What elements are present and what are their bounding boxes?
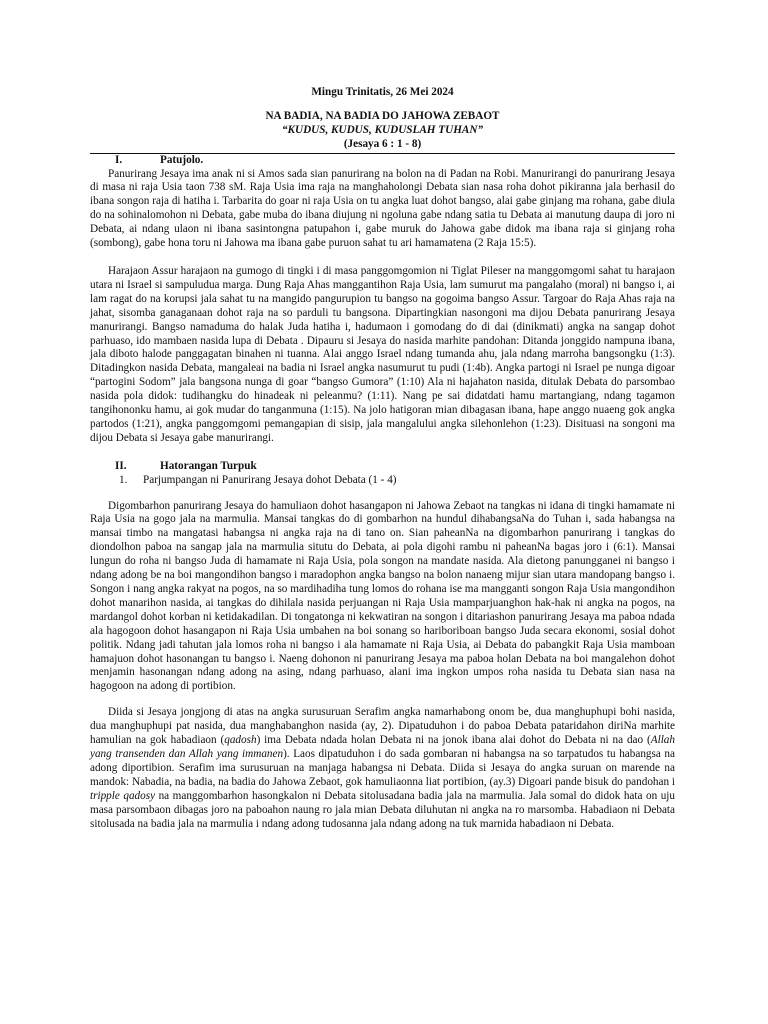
text-run: Diida si Jesaya jongjong di atas na angka surusuruan Serafim angka namarhabong onom be, dua manghuphupi bohi nasida, dua manghuphupi pat nasida, dua manghabanghon nasida (ay, 2). Dipatuduhon i do paboa Debata pataridahon diriNa marhite hamulian na gok habadiaon (	[90, 706, 675, 747]
text-run: na manggombarhon hasongkalon ni Debata sitolusadana badia jala na marmulia. Jala somal do didok hata on uju masa parsombaon dibagas joro na paboahon naung ro jala mian Debata diluhutan ni angka na ro marsomba. Habadiaon ni Debata sitolusada na badia jala na marmulia i ndang adong tudosanna jala ndang adong na tuk marnida habadiaon ni Debata.	[90, 789, 675, 830]
section-2-subitem	[90, 474, 675, 488]
section-1-paragraph-2: Harajaon Assur harajaon na gumogo di tingki i di masa panggomgomion ni Tiglat Pileser na manggomgomi sahat tu harajaon utara ni Israel si sampuludua marga. Dung Raja Ahas manggantihon Raja Usia, lam sumurut ma pangalaho (moral) ni bangso i, ai lam ragat do na korupsi jala sahat tu na mangido pangurupion tu bangso na gogoima bangso Assur. Targoar do Raja Ahas raja na jahat, sisomba ganaganaan dohot raja na so parduli tu bangsona. Dipartingkian nasongoni ma dijou Debata panurirang Jesaya manurirangi. Bangso namaduma do halak Juda hatiha i, hadumaon i gomodang do di dai (dinikmati) angka na sangap dohot parhuaso, ido mambaen nasida lupa di Debata . Dipauru si Jesaya do nasida marhite pandohan: Ditanda jonggido nampuna ibana, jala diboto halode panggagatan binahen ni tuanna. Alai anggo Israel ndang tumanda ahu, jala ndang marroha bangsongku (1:3). Ditadingkon nasida Debata, mangaleai na badia ni Israel angka nasumurut tu pudi (1:4b). Angka partogi ni Israel pe nunga digoar “partogini Sodom” jala bangsona nunga di goar “bangso Gumora” (1:10) Ala ni hajahaton nasida, ditulak Debata do parsombao nasida pola didok: tudihangku do hinadeak ni peleanmu? (1:11). Nang pe sai didatdati hamu martangiang, ndang tagamon tangihononku hamu, ai gok mudar do tanganmuna (1:15). Na jolo hatigoran mian dibagasan ibana, hape anggo nuaeng gok angka partodos (1:21), angka panggomgomi pemangapian di sisip, jala mangalului angka silehonlehon (1:23). Disituasi na songoni ma dijou Debata si Jesaya gabe manurirangi.	[90, 264, 675, 444]
sermon-title: NA BADIA, NA BADIA DO JAHOWA ZEBAOT	[265, 109, 500, 122]
text-run: ). Laos dipatuduhon i do sada gombaran ni habangsa na so tarpatudos tu habangsa na adong diportibion. Serafim ima surusuruan na manjaga habangsa ni Debata. Diida si Jesaya do angka suruan on marende na mandok: Nabadia, na badia, na badia do Jahowa Zebaot, gok hamuliaonna liat portibion, (ay.3) Digoari pande bisuk do pandohan i	[90, 747, 675, 788]
text-run: ) ima Debata ndada holan Debata ni na jonok ibana alai dohot do Debata ni na dao (	[256, 734, 651, 747]
subitem-title: Parjumpangan ni Panurirang Jesaya dohot Debata (1 - 4)	[143, 473, 397, 486]
section-2-paragraph-2	[90, 706, 675, 831]
section-2-number: II.	[115, 459, 127, 472]
term-tripple-qadosy: tripple qadosy	[90, 789, 156, 802]
subitem-number: 1.	[119, 473, 128, 486]
section-1-number: I.	[115, 153, 123, 166]
sermon-date: Mingu Trinitatis, 26 Mei 2024	[311, 86, 454, 98]
scripture-reference: (Jesaya 6 : 1 - 8)	[343, 137, 422, 150]
section-1-paragraph-1: Panurirang Jesaya ima anak ni si Amos sada sian panurirang na bolon na di Padan na Robi. Manurirangi do panurirang Jesaya di masa ni raja Usia taon 738 sM. Raja Usia ima raja na manghaholongi Debata sian nasa roha dohot pikiranna jala berhasil do ibana songon raja di hatiha i. Tarbarita do goar ni raja Usia on tu angka luat dohot bangso, alai gabe ginjang ma rohana, gabe diula do na sohinalomohon ni Debata, gabe muba do ibana diujung ni ngoluna gabe ndang satia tu Debata ai manutung daupa di joro ni Debata, ai ndang ulaon ni ibana sasintongna patupahon i, gabe muruk do Jahowa gabe didok ma ibana raja si ginjang roha (sombong), gabe hona toru ni Jahowa ma ibana gabe puruon sahat tu ari hamamatena (2 Raja 15:5).	[90, 167, 675, 250]
section-2-paragraph-1: Digombarhon panurirang Jesaya do hamuliaon dohot hasangapon ni Jahowa Zebaot na tangkas ni idana di tingki hamamate ni Raja Usia na gogo jala na marmulia. Mansai tangkas do di gombarhon na hundul dihabangsaNa do Tuhan i, sada habangsa na mansai timbo na mangatasi habangsa ni angka raja na di tano on. Sian paheanNa na digombarhon panurirang i tangkas do diondolhon paboa na sangap jala na marmulia situtu do Debata, ai pola digohi rambu ni paheanNa bagas joro i (6:1). Mansai lungun do roha ni bangso Juda di hamamate ni Raja Usia, pola songon na mandate nasida. Ala dietong panungganei ni bangso i ndang adong be na boi mangondihon bangso i maradophon angka bangso na bolon nanaeng mijur sian utara mandopang bangso i. Songon i nang angka rakyat na pogos, na so mardihadiha tung lomos do rohana ise ma mangganti songon Raja Usia mangondihon dohot manarihon nasida, ai tangkas do dihilala nasida perjuangan ni Raja Usia mamparjuanghon hak-hak ni angka na pogos, na mardangol dohot korban ni ketidakadilan. Di tongatonga ni kekwatiran na songon i ditariashon panurirang Jesaya ma paboa ndada ala hagogoon dohot hasangapon ni Raja Usia umbahen na boi sonang so hariboriboan bangso Juda secara ekonomi, sosial dohot politik. Ndang jadi tahutan jala lomos roha ni bangso i ala hamamate ni Raja Usia, ai Debata do pabangkit Raja Usia mamboan hamajuon dohot hasonangan tu bangso i. Naeng dohonon ni panurirang Jesaya ma paboa holan Debata na boi mangalehon dohot menjamin hasonangan ndang adong na asing, ndang parhuaso, alani ima ingkon umpos roha nasida tu Debata sian nasa na hagogoon na adong di portibion.	[90, 499, 675, 693]
section-2-heading	[90, 460, 675, 474]
document-page	[90, 86, 675, 831]
section-1-heading	[90, 154, 675, 168]
section-1-title: Patujolo.	[160, 153, 204, 166]
term-allah-transenden: Allah yang transenden dan Allah yang immanen	[90, 734, 675, 760]
sermon-subtitle: “KUDUS, KUDUS, KUDUSLAH TUHAN”	[281, 123, 484, 136]
term-qadosh: qadosh	[224, 734, 257, 747]
section-2-title: Hatorangan Turpuk	[160, 459, 257, 472]
